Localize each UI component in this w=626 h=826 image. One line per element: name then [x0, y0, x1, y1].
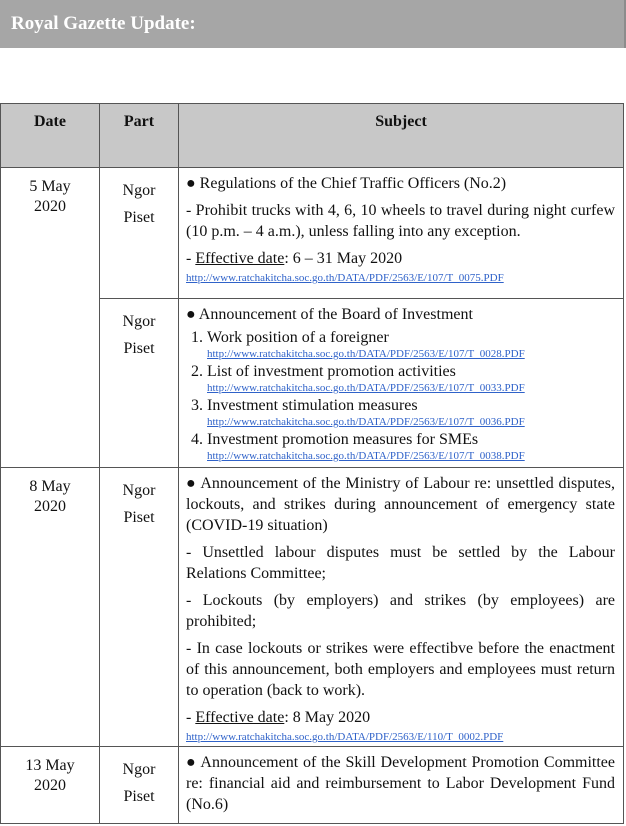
effective-date-value: : 6 – 31 May 2020	[284, 250, 403, 267]
gazette-link[interactable]: http://www.ratchakitcha.soc.go.th/DATA/PDF/2563/E/107/T_0036.PDF	[207, 416, 525, 428]
subject-cell	[179, 168, 624, 299]
table-row	[1, 468, 624, 747]
subject-cell	[179, 747, 624, 824]
list-item	[207, 329, 615, 361]
list-item	[207, 363, 615, 395]
subject-paragraph: - Prohibit trucks with 4, 6, 10 wheels to travel during night curfew (10 p.m. – 4 a.m.), unless falling into any exception.	[186, 202, 615, 240]
part-line-1: Ngor	[122, 482, 156, 499]
subject-title: Announcement of the Board of Investment	[198, 306, 473, 323]
part-cell	[100, 747, 179, 824]
effective-date-label: Effective date	[195, 709, 285, 726]
date-cell	[1, 747, 100, 824]
part-line-2: Piset	[123, 340, 155, 357]
gazette-link[interactable]: http://www.ratchakitcha.soc.go.th/DATA/PDF/2563/E/107/T_0033.PDF	[207, 382, 525, 394]
date-text: 8 May 2020	[29, 478, 71, 515]
table-row	[1, 168, 624, 299]
header-bar	[0, 0, 626, 48]
subject-bullet: ● Announcement of the Board of Investment	[186, 306, 473, 323]
subject-paragraph: - Lockouts (by employers) and strikes (by employees) are prohibited;	[186, 592, 615, 630]
list-item-text: Investment promotion measures for SMEs	[207, 431, 479, 448]
date-text: 13 May 2020	[25, 757, 75, 794]
subject-title: Announcement of the Skill Development Promotion Committee re: financial aid and reimbursement to Labor Development Fund (No.6)	[186, 754, 615, 813]
subject-cell	[179, 468, 624, 747]
gazette-link[interactable]: http://www.ratchakitcha.soc.go.th/DATA/PDF/2563/E/107/T_0028.PDF	[207, 348, 525, 360]
gazette-table	[0, 103, 624, 824]
table-header-row	[1, 104, 624, 168]
effective-date-value: : 8 May 2020	[284, 709, 371, 726]
date-text: 5 May 2020	[29, 178, 71, 215]
subject-paragraph: - In case lockouts or strikes were effectibve before the enactment of this announcement, both employers and employees must return to operation (back to work).	[186, 640, 615, 699]
date-cell	[1, 468, 100, 747]
column-header-date: Date	[1, 104, 100, 168]
part-line-2: Piset	[123, 509, 155, 526]
list-item-text: Investment stimulation measures	[207, 397, 418, 414]
list-item	[207, 431, 615, 463]
part-cell	[100, 299, 179, 468]
gazette-link[interactable]: http://www.ratchakitcha.soc.go.th/DATA/PDF/2563/E/107/T_0075.PDF	[186, 272, 504, 284]
effective-date-label: Effective date	[195, 250, 285, 267]
part-line-2: Piset	[123, 788, 155, 805]
numbered-list	[186, 329, 615, 463]
column-header-part: Part	[100, 104, 179, 168]
table-row	[1, 747, 624, 824]
subject-bullet: ● Regulations of the Chief Traffic Officers (No.2)	[186, 175, 507, 192]
subject-bullet: ● Announcement of the Ministry of Labour re: unsettled disputes, lockouts, and strikes during announcement of emergency state (COVID-19 situation)	[186, 475, 616, 534]
subject-title: Regulations of the Chief Traffic Officers (No.2)	[199, 175, 507, 192]
effective-prefix: -	[186, 250, 196, 267]
effective-prefix: -	[186, 709, 196, 726]
effective-date	[186, 248, 615, 269]
subject-bullet: ● Announcement of the Skill Development Promotion Committee re: financial aid and reimbursement to Labor Development Fund (No.6)	[186, 754, 615, 813]
subject-paragraph: - Unsettled labour disputes must be settled by the Labour Relations Committee;	[186, 544, 615, 582]
subject-title: Announcement of the Ministry of Labour re: unsettled disputes, lockouts, and strikes during announcement of emergency state (COVID-19 situation)	[186, 475, 616, 534]
subject-cell	[179, 299, 624, 468]
list-item-text: Work position of a foreigner	[207, 329, 389, 346]
column-header-subject: Subject	[179, 104, 624, 168]
date-cell	[1, 168, 100, 468]
gazette-link[interactable]: http://www.ratchakitcha.soc.go.th/DATA/PDF/2563/E/107/T_0038.PDF	[207, 450, 525, 462]
part-cell	[100, 168, 179, 299]
list-item	[207, 397, 615, 429]
part-line-1: Ngor	[122, 761, 156, 778]
list-item-text: List of investment promotion activities	[207, 363, 456, 380]
page-title: Royal Gazette Update:	[11, 13, 196, 34]
part-line-1: Ngor	[122, 313, 156, 330]
effective-date	[186, 707, 615, 728]
gazette-link[interactable]: http://www.ratchakitcha.soc.go.th/DATA/PDF/2563/E/110/T_0002.PDF	[186, 731, 504, 743]
part-cell	[100, 468, 179, 747]
part-line-2: Piset	[123, 209, 155, 226]
part-line-1: Ngor	[122, 182, 156, 199]
